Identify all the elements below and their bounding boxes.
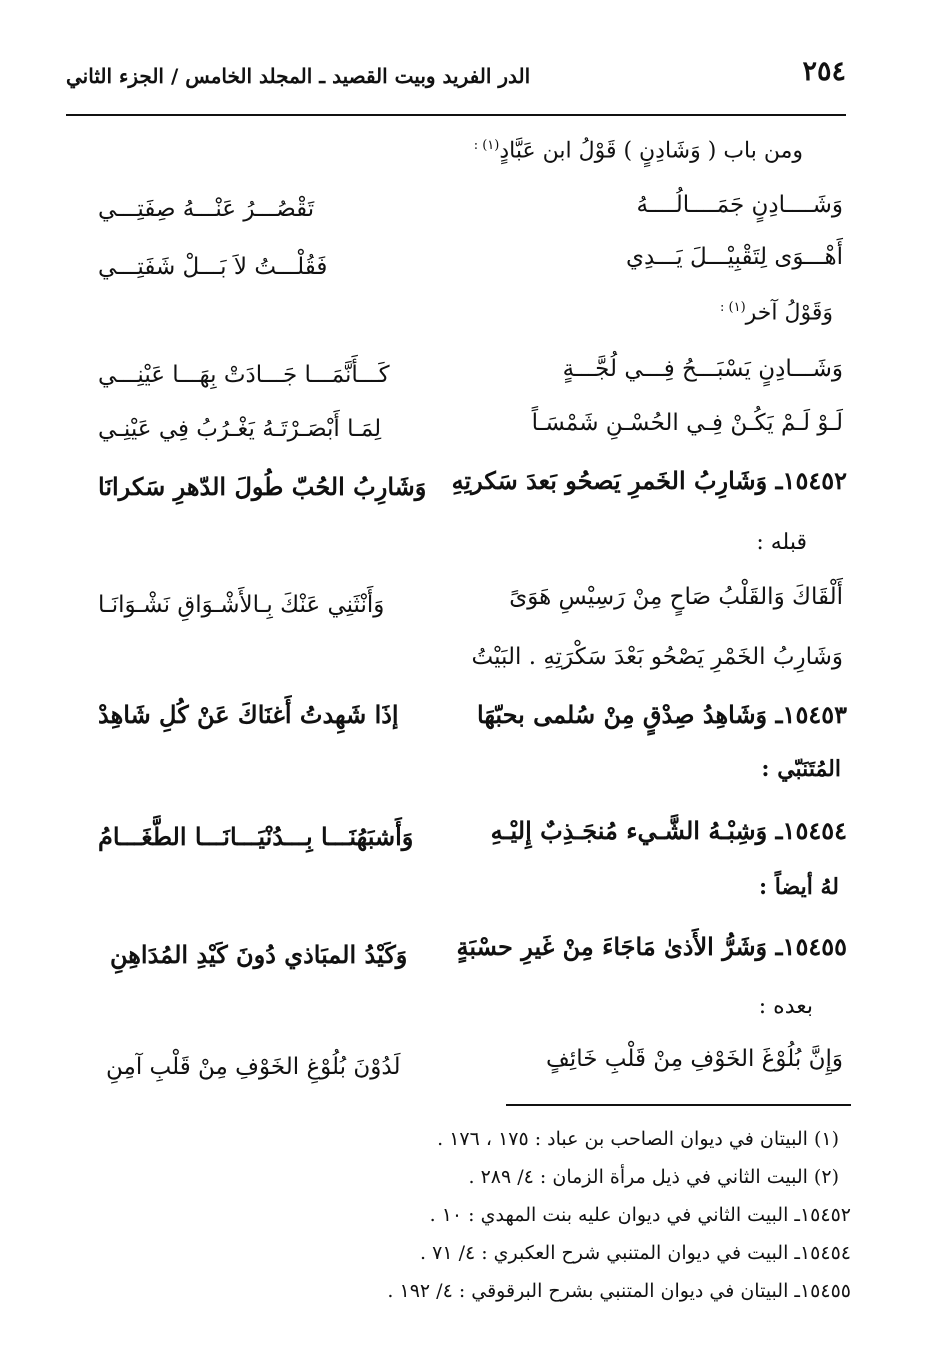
entry-15453-right: ١٥٤٥٣ـ وَشَاهِدُ صِدْقٍ مِنْ سُلمى بحبّهَا — [477, 700, 847, 729]
verse-right-hemistich: وَشَـــادِنٍ يَسْبَـــحُ فِـــي لُجَّـــةٍ — [562, 356, 843, 382]
entry-15454-left: وَأَشبَهُنَـــا بِـــدُنْيَـــانَـــا الطَّغَـــامُ — [98, 822, 414, 851]
header-rule — [66, 114, 846, 116]
footnote-marker: (١) : — [720, 300, 746, 315]
footnote-marker: (١) : — [473, 138, 500, 153]
footnote-1: (١) البيتان في ديوان الصاحب بن عباد : ١٧٥ ، ١٧٦ . — [437, 1128, 839, 1150]
intro-text: ومن باب ( وَشَادِنٍ ) قَوْلُ ابن عَبَّادٍ — [499, 138, 803, 164]
page-number: ٢٥٤ — [802, 56, 846, 87]
entry-15455-right: ١٥٤٥٥ـ وَشَرُّ الأَذىٰ مَاجَاءَ مِنْ غَيرِ حسْبَةٍ — [456, 932, 847, 961]
verse-right-hemistich: وَإِنَّ بُلُوْغَ الخَوْفِ مِنْ قَلْبِ خَائِفٍ — [546, 1046, 843, 1072]
verse-left-hemistich: لِمَـا أَبْصَـرْتَـهُ يَغْـرُبُ فِي عَيْنِـي — [98, 416, 382, 442]
footnote-15452: ١٥٤٥٢ـ البيت الثاني في ديوان عليه بنت المهدي : ١٠ . — [429, 1204, 851, 1226]
entry-15455-left: وَكَيْدُ المبَاذي دُونَ كَيْدِ المُدَاهِنِ — [110, 940, 408, 969]
page-header — [66, 56, 846, 102]
another-line — [720, 300, 833, 325]
verse-line: وَشَارِبُ الخَمْرِ يَصْحُو بَعْدَ سَكْرَتِهِ . البَيْتُ — [471, 644, 843, 670]
verse-left-hemistich: كَـــأَنَّمَـــا جَـــادَتْ بِهَـــا عَيْنِـــي — [98, 362, 390, 388]
verse-left-hemistich: وَأَنْثَنِي عَنْكَ بِـالأَشْـوَاقِ نَشْـوَانَـا — [98, 592, 385, 618]
entry-15452-right: ١٥٤٥٢ـ وَشَارِبُ الخَمرِ يَصحُو بَعدَ سَكرتِهِ — [451, 466, 847, 495]
entry-15452-left: وَشَارِبُ الحُبّ طُولَ الدّهرِ سَكرانَا — [98, 472, 427, 501]
footnote-15455: ١٥٤٥٥ـ البيتان في ديوان المتنبي بشرح البرقوقي : ٤/ ١٩٢ . — [387, 1280, 851, 1302]
footnote-2: (٢) البيت الثاني في ذيل مرأة الزمان : ٤/ ٢٨٩ . — [468, 1166, 839, 1188]
running-title: الدر الفريد وبيت القصيد ـ المجلد الخامس / الجزء الثاني — [66, 64, 531, 88]
verse-right-hemistich: وَشَــــادِنٍ جَمَــــالُــــهُ — [636, 192, 843, 218]
footnote-rule — [506, 1104, 851, 1106]
after-label: بعده : — [758, 994, 813, 1019]
another-text: وَقَوْلُ آخر — [745, 300, 833, 326]
intro-line — [474, 138, 803, 163]
verse-left-hemistich: فَقُلْـــتُ لاَ بَـــلْ شَفَتِـــي — [98, 254, 328, 280]
verse-right-hemistich: أَلْقَاكَ وَالقَلْبُ صَاحٍ مِنْ رَسِيْسِ هَوَىً — [509, 584, 843, 610]
entry-15454-right: ١٥٤٥٤ـ وَشِبْـهُ الشَّـيء مُنجَـذِبٌ إِليْـهِ — [490, 816, 847, 845]
entry-15453-left: إذَا شَهِدتُ أَغنَاكَ عَنْ كُلِ شَاهِدْ — [98, 700, 399, 729]
verse-right-hemistich: أَهْـــوَى لِتَقْبِيْـــلَ يَـــدِي — [625, 244, 843, 270]
before-label: قبله : — [756, 530, 807, 555]
verse-left-hemistich: لَدُوْنَ بُلُوْغِ الخَوْفِ مِنْ قَلْبِ آمِنِ — [106, 1054, 401, 1080]
mutanabbi-label: المُتَنَبّي : — [761, 756, 841, 782]
verse-right-hemistich: لَـوْ لَـمْ يَكُـنْ فِـي الحُسْـنِ شَمْسَـاً — [531, 410, 843, 436]
verse-left-hemistich: تَقْصُـــرُ عَنْـــهُ صِفَتِـــي — [98, 196, 315, 222]
footnote-15454: ١٥٤٥٤ـ البيت في ديوان المتنبي شرح العكبري : ٤/ ٧١ . — [420, 1242, 851, 1264]
also-label: لهُ أيضاً : — [759, 874, 839, 900]
